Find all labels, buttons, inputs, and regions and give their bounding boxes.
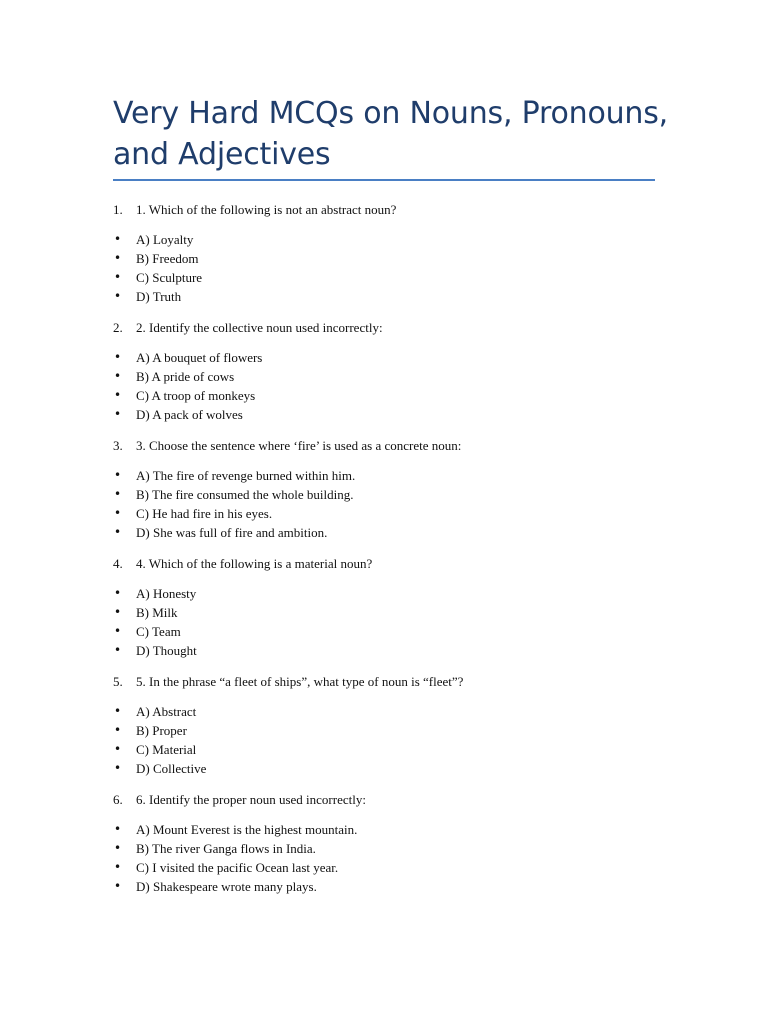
question-3 xyxy=(113,435,673,542)
bullet-icon: • xyxy=(114,232,122,246)
option-list xyxy=(113,702,673,778)
question-line xyxy=(113,789,673,811)
question-list xyxy=(113,199,673,907)
option-text: A) Honesty xyxy=(136,586,197,601)
option-item xyxy=(113,523,673,542)
question-text: 2. Identify the collective noun used incorrectly: xyxy=(136,320,383,335)
option-item xyxy=(113,759,673,778)
option-text: A) A bouquet of flowers xyxy=(136,350,263,365)
option-item xyxy=(113,367,673,386)
question-number: 6. xyxy=(113,792,123,807)
option-text: C) I visited the pacific Ocean last year. xyxy=(136,860,339,875)
option-text: B) The river Ganga flows in India. xyxy=(136,841,316,856)
bullet-icon: • xyxy=(114,723,122,737)
option-item xyxy=(113,287,673,306)
question-number: 5. xyxy=(113,674,123,689)
option-text: B) Milk xyxy=(136,605,178,620)
option-item xyxy=(113,584,673,603)
option-text: C) He had fire in his eyes. xyxy=(136,506,273,521)
option-text: A) The fire of revenge burned within him. xyxy=(136,468,356,483)
bullet-icon: • xyxy=(114,704,122,718)
bullet-icon: • xyxy=(114,251,122,265)
option-text: A) Mount Everest is the highest mountain. xyxy=(136,822,358,837)
question-5 xyxy=(113,671,673,778)
option-text: C) Team xyxy=(136,624,181,639)
question-text: 5. In the phrase “a fleet of ships”, what type of noun is “fleet”? xyxy=(136,674,464,689)
question-number: 4. xyxy=(113,556,123,571)
option-text: B) Proper xyxy=(136,723,187,738)
question-number: 3. xyxy=(113,438,123,453)
option-item xyxy=(113,386,673,405)
option-item xyxy=(113,641,673,660)
question-number: 2. xyxy=(113,320,123,335)
question-text: 6. Identify the proper noun used incorrectly: xyxy=(136,792,366,807)
option-item xyxy=(113,230,673,249)
title-line-2: and Adjectives xyxy=(113,137,331,172)
bullet-icon: • xyxy=(114,841,122,855)
bullet-icon: • xyxy=(114,350,122,364)
bullet-icon: • xyxy=(114,879,122,893)
question-line xyxy=(113,671,673,693)
option-list xyxy=(113,584,673,660)
question-2 xyxy=(113,317,673,424)
option-text: B) The fire consumed the whole building. xyxy=(136,487,354,502)
question-line xyxy=(113,553,673,575)
option-text: B) Freedom xyxy=(136,251,199,266)
question-6 xyxy=(113,789,673,896)
question-line xyxy=(113,199,673,221)
option-list xyxy=(113,466,673,542)
bullet-icon: • xyxy=(114,643,122,657)
option-item xyxy=(113,877,673,896)
option-item xyxy=(113,249,673,268)
bullet-icon: • xyxy=(114,487,122,501)
option-item xyxy=(113,268,673,287)
bullet-icon: • xyxy=(114,605,122,619)
option-text: D) A pack of wolves xyxy=(136,407,243,422)
question-text: 1. Which of the following is not an abstract noun? xyxy=(136,202,397,217)
question-1 xyxy=(113,199,673,306)
bullet-icon: • xyxy=(114,506,122,520)
option-text: D) Thought xyxy=(136,643,197,658)
bullet-icon: • xyxy=(114,860,122,874)
option-list xyxy=(113,348,673,424)
option-list xyxy=(113,820,673,896)
option-text: D) Shakespeare wrote many plays. xyxy=(136,879,317,894)
question-text: 4. Which of the following is a material noun? xyxy=(136,556,373,571)
bullet-icon: • xyxy=(114,822,122,836)
option-item xyxy=(113,740,673,759)
option-text: C) A troop of monkeys xyxy=(136,388,256,403)
option-item xyxy=(113,858,673,877)
bullet-icon: • xyxy=(114,369,122,383)
option-item xyxy=(113,622,673,641)
option-text: D) Collective xyxy=(136,761,207,776)
option-list xyxy=(113,230,673,306)
option-item xyxy=(113,820,673,839)
option-item xyxy=(113,466,673,485)
option-text: A) Abstract xyxy=(136,704,197,719)
question-line xyxy=(113,317,673,339)
option-text: B) A pride of cows xyxy=(136,369,235,384)
option-text: C) Material xyxy=(136,742,197,757)
bullet-icon: • xyxy=(114,270,122,284)
option-item xyxy=(113,702,673,721)
question-text: 3. Choose the sentence where ‘fire’ is used as a concrete noun: xyxy=(136,438,462,453)
question-number: 1. xyxy=(113,202,123,217)
bullet-icon: • xyxy=(114,289,122,303)
option-item xyxy=(113,721,673,740)
question-4 xyxy=(113,553,673,660)
bullet-icon: • xyxy=(114,586,122,600)
option-text: A) Loyalty xyxy=(136,232,194,247)
option-item xyxy=(113,504,673,523)
option-item xyxy=(113,485,673,504)
option-item xyxy=(113,348,673,367)
bullet-icon: • xyxy=(114,407,122,421)
title-line-1: Very Hard MCQs on Nouns, Pronouns, xyxy=(113,96,668,131)
bullet-icon: • xyxy=(114,624,122,638)
question-line xyxy=(113,435,673,457)
bullet-icon: • xyxy=(114,525,122,539)
option-text: D) Truth xyxy=(136,289,182,304)
page-title xyxy=(113,93,673,175)
option-item xyxy=(113,405,673,424)
bullet-icon: • xyxy=(114,742,122,756)
bullet-icon: • xyxy=(114,761,122,775)
title-underline xyxy=(113,179,655,181)
option-item xyxy=(113,603,673,622)
bullet-icon: • xyxy=(114,388,122,402)
bullet-icon: • xyxy=(114,468,122,482)
option-text: D) She was full of fire and ambition. xyxy=(136,525,328,540)
option-text: C) Sculpture xyxy=(136,270,203,285)
option-item xyxy=(113,839,673,858)
